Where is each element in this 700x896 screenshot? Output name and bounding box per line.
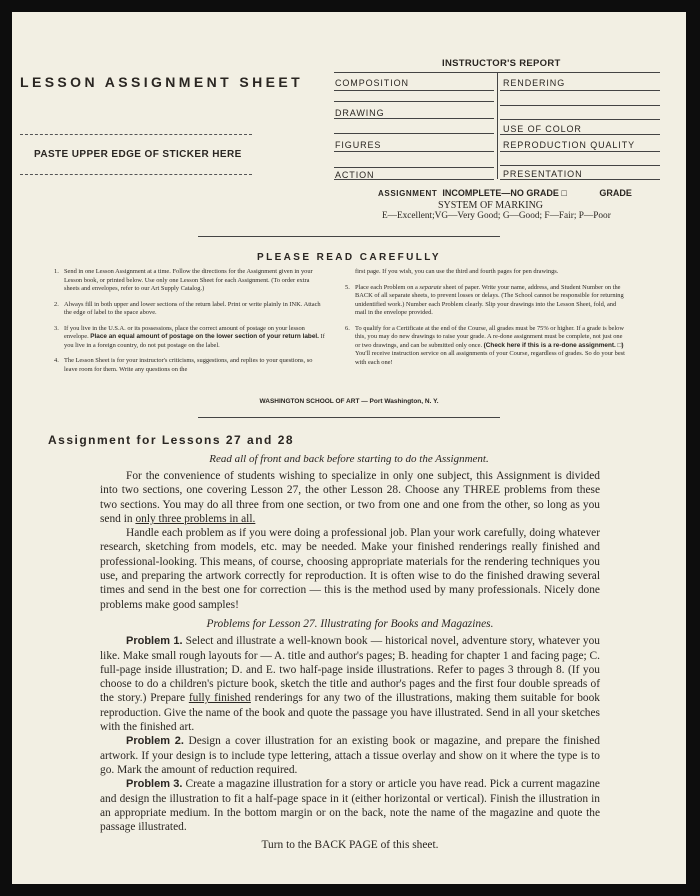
problem-2: Problem 2. Design a cover illustration for an existing book or magazine, and prepare the finished artwork. If your design is to include type lettering, attach a tissue overlay and show on it where the type is to go. Mark the amount of reduction required. bbox=[100, 735, 600, 776]
problem-3: Problem 3. Create a magazine illustration for a story or article you have read. Pick a current magazine and design the illustration to fit a half-page space in it (either horizontal or vertical). Finish the illustration in an appropriate medium. In the bottom margin or on the back, note the name of the magazine and quote the passage illustrated. bbox=[100, 778, 600, 834]
please-read-heading: PLEASE READ CAREFULLY bbox=[257, 252, 441, 263]
redone-checkbox-note[interactable]: (Check here if this is a re-done assignment. □) bbox=[483, 341, 624, 349]
lesson-sheet-page bbox=[12, 12, 686, 884]
problem-1: Problem 1. Select and illustrate a well-known book — historical novel, adventure story, whatever you like. Make small rough layouts for — A. title and author's pages; B. heading for chapter 1 and facing page; C. full-page inside illustration; D. and E. two half-page inside illustrations. Refer to pages 3 through 8. (If you choose to do a children's picture book, sketch the title and author's pages and the first four double spreads of the story.) Prepare fully finished renderings for any two of the illustrations, making them suitable for book reproduction. Give the name of the book and quote the passage you have illustrated. Send in all your sketches with the finished art. bbox=[100, 635, 600, 734]
report-item-reproduction-quality: REPRODUCTION QUALITY bbox=[503, 140, 636, 150]
grade-label: GRADE bbox=[599, 188, 632, 198]
section-rule bbox=[198, 417, 500, 418]
report-rule bbox=[500, 151, 660, 152]
paste-sticker-label: PASTE UPPER EDGE OF STICKER HERE bbox=[34, 149, 242, 160]
report-rule bbox=[334, 167, 494, 168]
report-rule bbox=[500, 134, 660, 135]
turn-page-note: Turn to the BACK PAGE of this sheet. bbox=[261, 839, 439, 852]
report-item-composition: COMPOSITION bbox=[335, 78, 409, 88]
assignment-grade-row bbox=[378, 188, 632, 198]
report-rule bbox=[334, 133, 494, 134]
instruction-item: 6. To qualify for a Certificate at the end of the Course, all grades must be 75% or higher. If a grade is below this, you may do new drawings to raise your grade. A re-done assignment must be complete, not just one or two drawings, and can be submitted only once. (Check here if this is a re-done assignment. □) You'll receive instruction service on all assignments of your Course, regardless of grades. So do your best with each one! bbox=[345, 324, 625, 366]
assignment-heading: Assignment for Lessons 27 and 28 bbox=[48, 433, 295, 447]
dashed-rule-upper bbox=[20, 134, 252, 135]
assignment-intro: Read all of front and back before starting to do the Assignment. bbox=[209, 453, 489, 465]
marking-scale: E—Excellent;VG—Very Good; G—Good; F—Fair; P—Poor bbox=[382, 211, 611, 221]
report-rule bbox=[500, 119, 660, 120]
instruction-item: 3. If you live in the U.S.A. or its possessions, place the correct amount of postage on your lesson envelope. Place an equal amount of postage on the lower section of your return label. If you live in a foreign country, do not put postage on the label. bbox=[54, 324, 325, 349]
report-item-use-of-color: USE OF COLOR bbox=[503, 124, 582, 134]
report-item-action: ACTION bbox=[335, 170, 375, 180]
report-item-presentation: PRESENTATION bbox=[503, 169, 583, 179]
report-rule bbox=[500, 90, 660, 91]
report-rule bbox=[500, 165, 660, 166]
report-rule bbox=[500, 179, 660, 180]
assignment-label: ASSIGNMENT bbox=[378, 189, 438, 198]
report-rule bbox=[334, 90, 494, 91]
report-rule bbox=[500, 105, 660, 106]
school-address: WASHINGTON SCHOOL OF ART — Port Washington, N. Y. bbox=[259, 398, 439, 405]
report-rule bbox=[334, 101, 494, 102]
incomplete-checkbox[interactable]: INCOMPLETE—NO GRADE □ bbox=[442, 188, 567, 198]
instructions-right-column bbox=[345, 268, 627, 374]
section-rule bbox=[198, 236, 500, 237]
report-divider bbox=[497, 72, 498, 179]
instruction-item: 5. Place each Problem on a separate sheet of paper. Write your name, address, and Student Number on the BACK of all separate sheets, to prevent losses or delays. (The School cannot be responsible for returning unidentified work.) Number each Problem clearly. Slip your drawings into the Lesson Sheet, fold, and mail in the envelope provided. bbox=[345, 283, 624, 316]
instruction-item: 1. Send in one Lesson Assignment at a time. Follow the directions for the Assignment given in your Lesson book, or printed below. Use only one Lesson Sheet for each Assignment. (To order extra sheets and envelopes, refer to our Art Supply Catalog.) bbox=[54, 268, 313, 292]
instructions-left-column bbox=[54, 268, 326, 381]
report-item-figures: FIGURES bbox=[335, 140, 382, 150]
report-rule bbox=[334, 118, 494, 119]
lesson-27-title: Problems for Lesson 27. Illustrating for Books and Magazines. bbox=[206, 617, 494, 630]
dashed-rule-lower bbox=[20, 174, 252, 175]
paragraph-handling: Handle each problem as if you were doing a professional job. Plan your work carefully, doing whatever research, sketching from models, etc. may be needed. Make your finished renderings really finished and professional-looking. This means, of course, choosing appropriate materials for the rendering techniques you use, and preparing the artwork correctly for reproduction. It is often wise to do the finished drawing several times and send in the best one for correction — this is the method used by many professionals. Nicely done problems make good samples! bbox=[100, 527, 600, 611]
report-item-drawing: DRAWING bbox=[335, 108, 385, 118]
assignment-body bbox=[100, 469, 600, 853]
instructor-report-title: INSTRUCTOR'S REPORT bbox=[442, 58, 561, 69]
instruction-continuation: first page. If you wish, you can use the third and fourth pages for pen drawings. bbox=[355, 268, 559, 275]
paragraph-selection: For the convenience of students wishing to specialize in only one subject, this Assignment is divided into two sections, one covering Lesson 27, the other Lesson 28. Choose any THREE problems from these two sections. You may do all three from one section, or two from one and one from the other, so long as you send in only three problems in all. bbox=[100, 470, 600, 525]
report-item-rendering: RENDERING bbox=[503, 78, 566, 88]
instruction-item: 4. The Lesson Sheet is for your instructor's criticisms, suggestions, and replies to your questions, so leave room for them. Write any questions on the bbox=[54, 357, 313, 373]
report-rule bbox=[334, 151, 494, 152]
sheet-title: LESSON ASSIGNMENT SHEET bbox=[20, 74, 304, 90]
instruction-item: 2. Always fill in both upper and lower sections of the return label. Print or write plainly in INK. Attach the edge of label to the space above. bbox=[54, 300, 321, 316]
marking-system-title: SYSTEM OF MARKING bbox=[438, 200, 544, 211]
